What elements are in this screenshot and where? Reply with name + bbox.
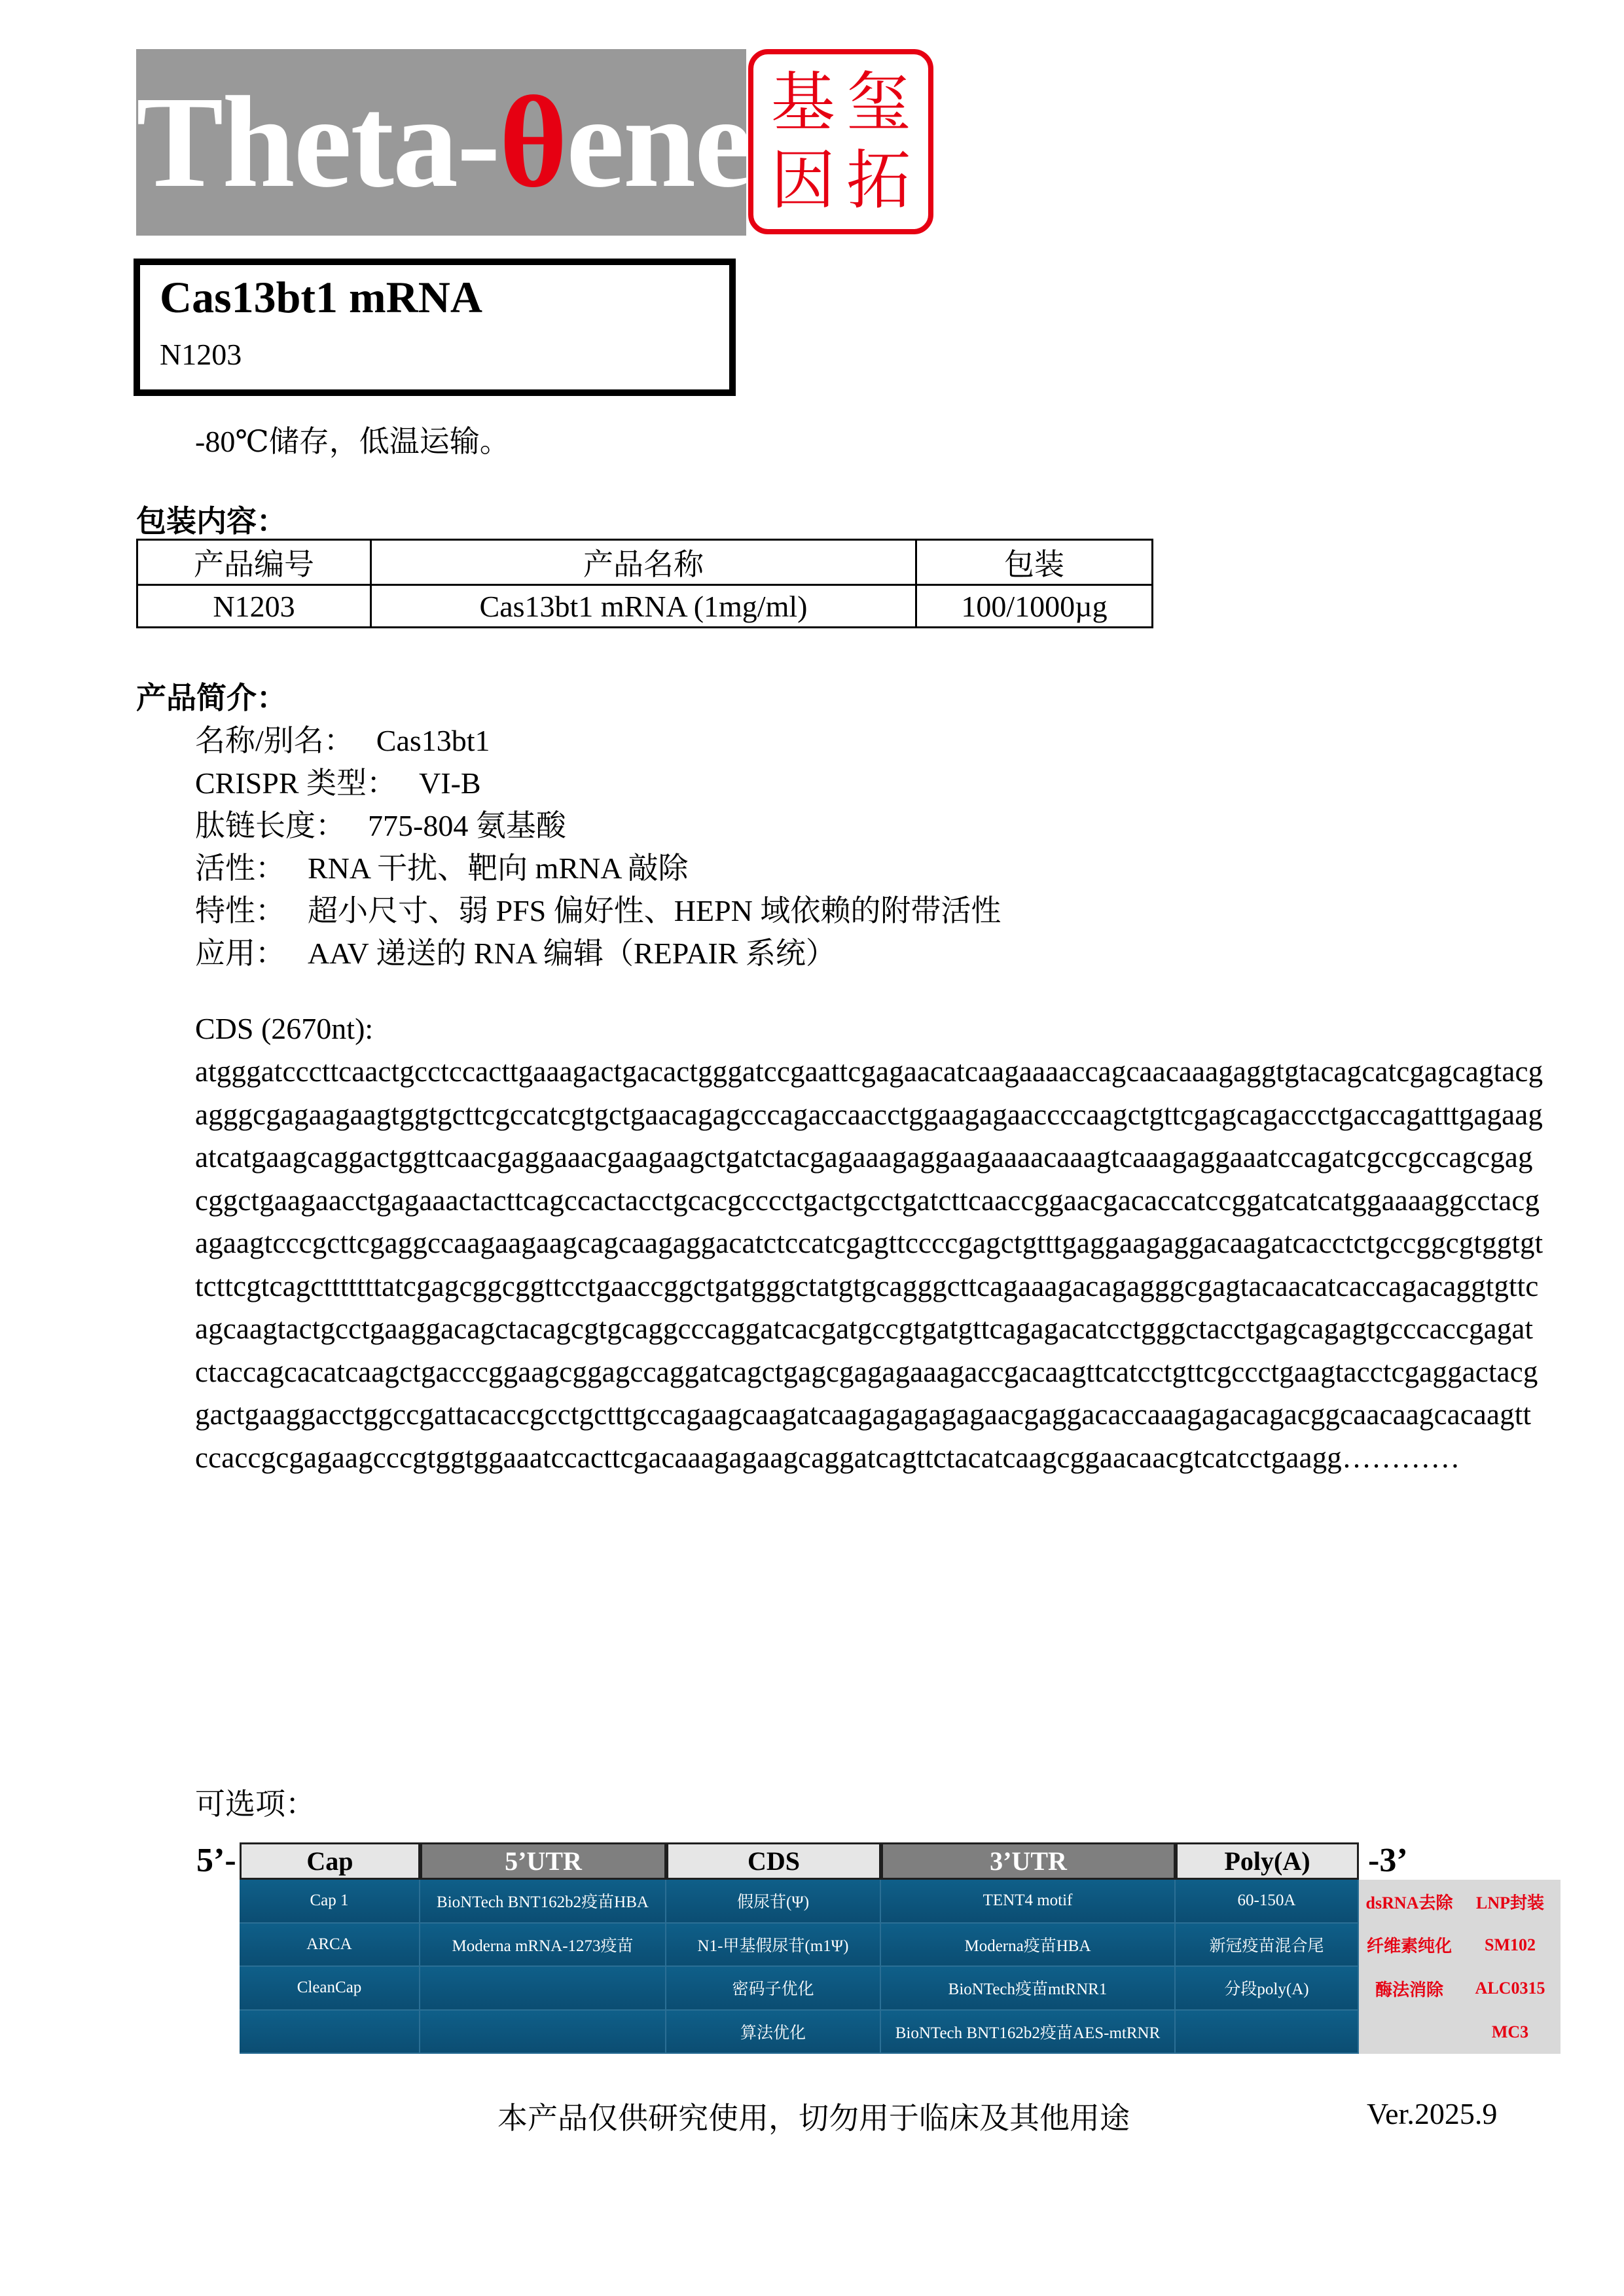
- seal-char: 基: [770, 65, 835, 140]
- table-header-cell: 产品编号: [137, 540, 371, 585]
- header-5utr: 5’UTR: [420, 1842, 666, 1880]
- option-cell: 新冠疫苗混合尾: [1176, 1924, 1359, 1967]
- intro-value: 超小尺寸、弱 PFS 偏好性、HEPN 域依赖的附带活性: [308, 894, 1001, 927]
- option-cell: 分段poly(A): [1176, 1967, 1359, 2011]
- table-row: [137, 585, 1153, 628]
- service-cell: 纤维素纯化: [1366, 1937, 1452, 1956]
- option-cell: 假尿苷(Ψ): [666, 1880, 881, 1924]
- service-cell: MC3: [1491, 2022, 1529, 2041]
- cds-sequence: atgggatcccttcaactgcctccacttgaaagactgacactgggatccgaattcgagaacatcaagaaaaccagcaacaaagaggtgtacagcatcgagcagtacgagggcgagaagaagtggtgcttcgccatcgtgctgaacagagcccagaccaacctggaagagaaccccaagctgttcgagcagaccctgaccagatttgagaagatcatgaagcaggactggttcaacgaggaaacgaagaagctgatctacgagaaagaggaagaaaacaaagtcaaagaggaaatccagatcgccgccagcgagcggctgaagaacctgagaaactacttcagccactacctgcacgcccctgactgcctgatcttcaaccggaacgacaccatccggatcatcatggaaaaggcctacgagaagtcccgcttcgaggccaagaagaagcagcaagaggacatctccatcgagttccccgagctgtttgaggaagaggacaagatcacctctgccggcgtggtgttcttcgtcagctttttttatcgagcggcggttcctgaaccggctgatgggctatgtgcagggcttcagaaagacagagggcgagtacaacatcaccagacaggtgttcagcaagtactgcctgaaggacagctacagcgtgcaggcccaggatcacgatgccgtgatgttcagagacatcctgggctacctgagcagagtgcccaccgagatctaccagcacatcaagctgacccggaagcggagccaggatcagctgagcgagagaaagaccgacaagttcatcctgttcgccctgaagtacctcgaggactacggactgaaggacctggccgattacaccgcctgctttgccagaagcaagatcaagagagagagaacgaggacaccaaagagacagacggcaacaagcacaagttccaccgcgagaagcccgtggtggaaatccacttcgacaaagagaagcaggatcagttctacatcaagcggaacaacgtcatcctgaagg…………: [195, 1055, 1543, 1474]
- service-cell: ALC0315: [1475, 1979, 1545, 1998]
- package-title: 包装内容：: [136, 505, 287, 538]
- intro-label: 肽链长度：: [195, 809, 346, 842]
- options-title: 可选项：: [195, 1787, 316, 1821]
- option-cell: BioNTech疫苗mtRNR1: [881, 1967, 1176, 2011]
- five-prime-end: 5’-: [196, 1842, 236, 1879]
- intro-value: VI-B: [419, 766, 481, 800]
- option-cell: BioNTech BNT162b2疫苗HBA: [420, 1880, 666, 1924]
- table-header-cell: 包装: [916, 540, 1153, 585]
- intro-value: RNA 干扰、靶向 mRNA 敲除: [308, 852, 689, 885]
- options-header-row: [240, 1842, 1561, 1880]
- product-code: N1203: [160, 338, 242, 371]
- table-header-row: [137, 540, 1153, 585]
- table-cell: N1203: [137, 585, 371, 628]
- cds-label: CDS (2670nt):: [195, 1012, 374, 1045]
- table-header-cell: 产品名称: [371, 540, 916, 585]
- intro-label: 特性：: [195, 894, 285, 927]
- intro-label: 活性：: [195, 852, 285, 885]
- research-use-notice: 本产品仅供研究使用，切勿用于临床及其他用途: [497, 2102, 1130, 2135]
- option-cell: [240, 2011, 420, 2054]
- option-cell: N1-甲基假尿苷(m1Ψ): [666, 1924, 881, 1967]
- option-cell: 密码子优化: [666, 1967, 881, 2011]
- service-cell: SM102: [1485, 1935, 1536, 1954]
- option-cell: Moderna疫苗HBA: [881, 1924, 1176, 1967]
- intro-value: 775-804 氨基酸: [368, 809, 566, 842]
- cap-column: [240, 1880, 420, 2054]
- intro-label: 应用：: [195, 937, 285, 970]
- brand-logo: [136, 49, 751, 236]
- intro-label: 名称/别名：: [195, 724, 354, 757]
- seal-char: 因: [770, 143, 835, 219]
- option-cell: TENT4 motif: [881, 1880, 1176, 1924]
- service-cell: LNP封装: [1475, 1893, 1544, 1912]
- options-body: [240, 1880, 1561, 2054]
- intro-row: [195, 844, 688, 888]
- option-cell: [420, 1967, 666, 2011]
- version-label: Ver.2025.9: [1367, 2097, 1498, 2130]
- option-cell: 60-150A: [1176, 1880, 1359, 1924]
- option-cell: CleanCap: [240, 1967, 420, 2011]
- seal-char: 拓: [846, 143, 911, 219]
- intro-row: [195, 802, 566, 845]
- option-cell: Cap 1: [240, 1880, 420, 1924]
- intro-row: [195, 929, 836, 973]
- option-cell: BioNTech BNT162b2疫苗AES-mtRNR: [881, 2011, 1176, 2054]
- option-cell: ARCA: [240, 1924, 420, 1967]
- logo-suffix: ene: [566, 70, 751, 215]
- service-cell: [1359, 2011, 1460, 2054]
- header-polya: Poly(A): [1176, 1842, 1359, 1880]
- logo-theta: θ: [499, 70, 567, 215]
- utr3-column: [881, 1880, 1176, 2054]
- intro-label: CRISPR 类型：: [195, 766, 397, 800]
- extra-services: [1359, 1880, 1561, 2054]
- header-cap: Cap: [240, 1842, 420, 1880]
- utr5-column: [420, 1880, 666, 2054]
- three-prime-end: -3’: [1368, 1842, 1408, 1879]
- table-cell: Cas13bt1 mRNA (1mg/ml): [371, 585, 916, 628]
- option-cell: 算法优化: [666, 2011, 881, 2054]
- table-cell: 100/1000µg: [916, 585, 1153, 628]
- intro-row: [195, 759, 481, 802]
- service-cell: 酶法消除: [1375, 1980, 1443, 2000]
- intro-title: 产品简介：: [136, 681, 287, 715]
- intro-row: [195, 887, 1001, 930]
- intro-row: [195, 717, 490, 760]
- header-cds: CDS: [666, 1842, 881, 1880]
- option-cell: [420, 2011, 666, 2054]
- service-cell: dsRNA去除: [1365, 1893, 1453, 1912]
- header-3utr: 3’UTR: [881, 1842, 1176, 1880]
- storage-note: -80℃储存，低温运输。: [195, 425, 510, 458]
- seal-char: 玺: [846, 65, 911, 140]
- logo-prefix: Theta-: [136, 70, 499, 215]
- option-cell: Moderna mRNA-1273疫苗: [420, 1924, 666, 1967]
- package-table: [136, 539, 1153, 628]
- polya-column: [1176, 1880, 1359, 2054]
- product-name: Cas13bt1 mRNA: [160, 272, 482, 322]
- options-table: [240, 1842, 1561, 2054]
- option-cell: [1176, 2011, 1359, 2054]
- company-seal: [748, 49, 933, 234]
- cds-column: [666, 1880, 881, 2054]
- intro-value: AAV 递送的 RNA 编辑（REPAIR 系统）: [308, 937, 836, 970]
- intro-value: Cas13bt1: [376, 724, 490, 757]
